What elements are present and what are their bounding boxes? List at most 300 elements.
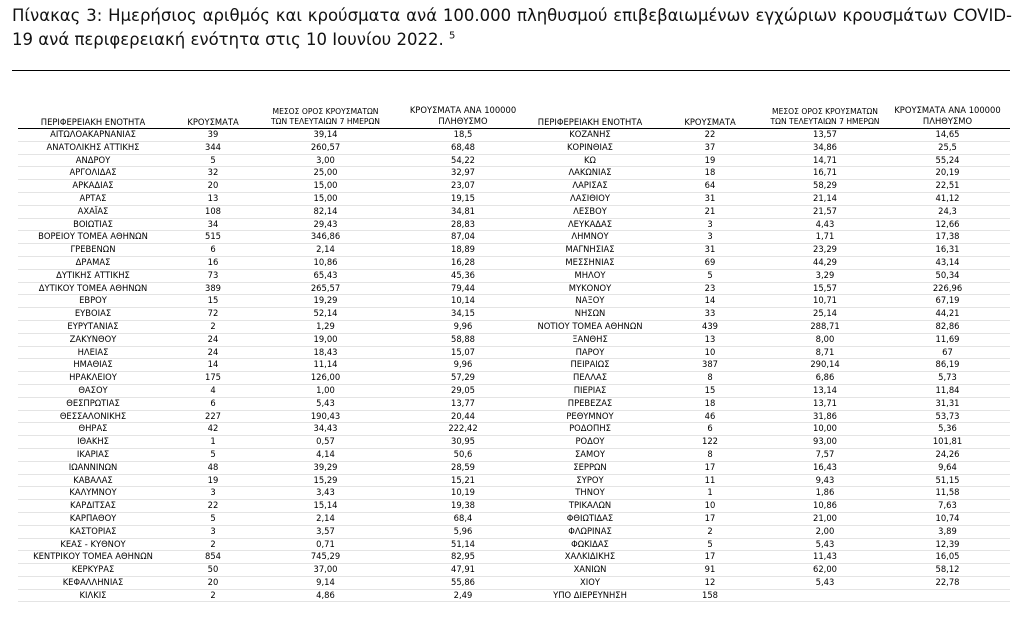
cell-cases: 37 <box>704 141 716 152</box>
table-row <box>520 539 1010 552</box>
table-row <box>18 257 520 270</box>
cell-7day-average: 260,57 <box>310 141 341 152</box>
table-row <box>18 359 520 372</box>
cell-per-100k: 29,05 <box>451 384 475 395</box>
cell-per-100k: 51,14 <box>451 538 475 549</box>
table-body-left <box>18 129 520 602</box>
cell-per-100k: 58,12 <box>935 564 960 575</box>
cell-region: ΣΑΜΟΥ <box>575 448 605 459</box>
table-row <box>18 385 520 398</box>
header-cases: ΚΡΟΥΣΜΑΤΑ <box>684 117 736 127</box>
table-row <box>520 436 1010 449</box>
table-row <box>18 513 520 526</box>
table-row <box>520 206 1010 219</box>
cell-cases: 1 <box>210 436 216 447</box>
cell-7day-average: 10,00 <box>813 423 837 434</box>
cell-region: ΝΗΣΩΝ <box>574 308 606 319</box>
cell-region: ΙΘΑΚΗΣ <box>77 436 109 447</box>
cell-7day-average: 3,43 <box>316 487 335 498</box>
cell-cases: 39 <box>207 129 219 139</box>
cell-region: ΑΧΑΪΑΣ <box>77 205 109 216</box>
cell-region: ΝΑΞΟΥ <box>575 295 605 306</box>
cell-region: ΜΗΛΟΥ <box>574 269 606 280</box>
cell-region: ΣΕΡΡΩΝ <box>573 461 607 472</box>
cell-region: ΗΛΕΙΑΣ <box>77 346 109 357</box>
cell-per-100k: 19,15 <box>451 192 475 203</box>
cell-per-100k: 20,44 <box>451 410 475 421</box>
table-row <box>520 231 1010 244</box>
cell-region: ΛΗΜΝΟΥ <box>571 231 609 242</box>
cell-per-100k: 47,91 <box>451 564 475 575</box>
cell-cases: 13 <box>207 192 219 203</box>
table-row <box>520 295 1010 308</box>
table-body-right <box>520 129 1010 602</box>
table-row <box>520 590 1010 603</box>
cell-7day-average: 8,00 <box>815 333 835 344</box>
table-row <box>18 590 520 603</box>
table-row <box>18 539 520 552</box>
cell-region: ΜΕΣΣΗΝΙΑΣ <box>565 256 615 267</box>
cell-region: ΡΟΔΟΥ <box>575 436 605 447</box>
table-row <box>520 347 1010 360</box>
cell-7day-average: 1,71 <box>815 231 835 242</box>
cell-7day-average: 346,86 <box>310 231 341 242</box>
cell-cases: 439 <box>702 320 718 331</box>
cell-per-100k: 24,3 <box>938 205 957 216</box>
cell-cases: 73 <box>207 269 219 280</box>
table-row <box>18 449 520 462</box>
cell-7day-average: 4,86 <box>316 589 335 600</box>
table-row <box>18 423 520 436</box>
table-row <box>18 219 520 232</box>
cell-region: ΑΡΓΟΛΙΔΑΣ <box>69 167 117 178</box>
cell-7day-average: 15,29 <box>313 474 338 485</box>
cell-per-100k: 50,34 <box>935 269 960 280</box>
caption-text: Πίνακας 3: Ημερήσιος αριθμός και κρούσματα ανά 100.000 πληθυσμού επιβεβαιωμένων εγχώριων κρουσμάτων COVID-19 ανά περιφερειακή ενότητα στις 10 Ιουνίου 2022. <box>12 6 1012 49</box>
cell-region: ΧΑΝΙΩΝ <box>573 564 607 575</box>
cell-per-100k: 101,81 <box>932 436 963 447</box>
cell-7day-average: 126,00 <box>310 372 341 383</box>
cell-per-100k: 55,86 <box>451 576 475 587</box>
cell-region: ΛΑΣΙΘΙΟΥ <box>570 192 610 203</box>
cell-region: ΘΑΣΟΥ <box>78 384 108 395</box>
cell-region: ΙΩΑΝΝΙΝΩΝ <box>68 461 118 472</box>
cell-region: ΚΕΡΚΥΡΑΣ <box>71 564 115 575</box>
cell-region: ΡΕΘΥΜΝΟΥ <box>566 410 614 421</box>
cell-region: ΔΥΤΙΚΟΥ ΤΟΜΕΑ ΑΘΗΝΩΝ <box>38 282 148 293</box>
cell-region: ΚΕΦΑΛΛΗΝΙΑΣ <box>62 576 124 587</box>
cell-per-100k: 18,5 <box>453 129 473 139</box>
cell-region: ΦΩΚΙΔΑΣ <box>571 538 609 549</box>
table-row <box>520 487 1010 500</box>
cell-cases: 24 <box>207 333 219 344</box>
cell-per-100k: 31,31 <box>935 397 960 408</box>
cell-per-100k: 12,66 <box>935 218 960 229</box>
table-row <box>18 231 520 244</box>
cell-cases: 3 <box>707 218 713 229</box>
cell-cases: 344 <box>205 141 221 152</box>
cell-cases: 19 <box>704 154 716 165</box>
cell-cases: 23 <box>704 282 716 293</box>
cell-region: ΛΕΥΚΑΔΑΣ <box>567 218 613 229</box>
cell-region: ΒΟΙΩΤΙΑΣ <box>73 218 113 229</box>
cell-per-100k: 32,97 <box>451 167 475 178</box>
table-row <box>18 206 520 219</box>
cell-region: ΛΕΣΒΟΥ <box>573 205 607 216</box>
cell-7day-average: 21,00 <box>813 512 837 523</box>
cell-region: ΠΡΕΒΕΖΑΣ <box>567 397 613 408</box>
cell-per-100k: 9,96 <box>453 359 473 370</box>
cell-7day-average: 39,29 <box>313 461 338 472</box>
cell-cases: 17 <box>704 512 716 523</box>
cell-region: ΒΟΡΕΙΟΥ ΤΟΜΕΑ ΑΘΗΝΩΝ <box>38 231 148 242</box>
cell-region: ΚΕΝΤΡΙΚΟΥ ΤΟΜΕΑ ΑΘΗΝΩΝ <box>33 551 153 562</box>
cell-7day-average: 15,14 <box>313 500 338 511</box>
cell-7day-average: 4,14 <box>316 448 335 459</box>
cell-cases: 5 <box>210 154 216 165</box>
table-header-row <box>520 100 1010 129</box>
cell-7day-average: 6,86 <box>815 372 835 383</box>
cell-7day-average: 82,14 <box>313 205 338 216</box>
cell-per-100k: 23,07 <box>451 180 475 191</box>
cell-cases: 69 <box>704 256 716 267</box>
cell-per-100k: 28,59 <box>451 461 475 472</box>
cell-cases: 64 <box>704 180 716 191</box>
cell-region: ΤΡΙΚΑΛΩΝ <box>568 500 612 511</box>
table-row <box>18 155 520 168</box>
cell-7day-average: 52,14 <box>313 308 338 319</box>
cell-cases: 31 <box>704 192 716 203</box>
table-row <box>18 270 520 283</box>
cell-cases: 13 <box>704 333 716 344</box>
cell-7day-average: 0,71 <box>316 538 335 549</box>
cell-7day-average: 18,43 <box>313 346 338 357</box>
table-row <box>18 321 520 334</box>
table-row <box>18 564 520 577</box>
cell-cases: 5 <box>210 512 216 523</box>
cell-cases: 2 <box>210 538 216 549</box>
cell-7day-average: 3,00 <box>316 154 335 165</box>
cell-7day-average: 21,14 <box>813 192 837 203</box>
cell-region: ΚΟΖΑΝΗΣ <box>569 129 611 139</box>
cell-region: ΑΡΚΑΔΙΑΣ <box>72 180 114 191</box>
cell-cases: 10 <box>704 500 716 511</box>
cell-per-100k: 51,15 <box>935 474 960 485</box>
cell-per-100k: 222,42 <box>448 423 478 434</box>
cell-region: ΕΒΡΟΥ <box>79 295 107 306</box>
cell-7day-average: 2,14 <box>316 512 335 523</box>
table-row <box>18 347 520 360</box>
cell-7day-average: 16,71 <box>813 167 837 178</box>
cell-per-100k: 30,95 <box>451 436 475 447</box>
cell-region: ΕΥΒΟΙΑΣ <box>74 308 112 319</box>
cell-cases: 5 <box>707 538 713 549</box>
cell-region: ΠΙΕΡΙΑΣ <box>573 384 607 395</box>
cell-cases: 108 <box>205 205 221 216</box>
cell-per-100k: 9,96 <box>453 320 473 331</box>
footnote-marker: 5 <box>448 30 456 42</box>
header-region: ΠΕΡΙΦΕΡΕΙΑΚΗ ΕΝΟΤΗΤΑ <box>40 117 146 127</box>
cell-cases: 6 <box>707 423 713 434</box>
header-cases: ΚΡΟΥΣΜΑΤΑ <box>187 117 239 127</box>
cell-per-100k: 44,21 <box>935 308 960 319</box>
cell-region: ΥΠΟ ΔΙΕΡΕΥΝΗΣΗ <box>553 589 627 600</box>
table-row <box>18 142 520 155</box>
cell-7day-average: 23,29 <box>813 244 837 255</box>
cell-cases: 12 <box>704 576 716 587</box>
cell-cases: 854 <box>205 551 221 562</box>
cell-cases: 34 <box>207 218 219 229</box>
cell-region: ΝΟΤΙΟΥ ΤΟΜΕΑ ΑΘΗΝΩΝ <box>537 320 643 331</box>
cell-region: ΖΑΚΥΝΘΟΥ <box>69 333 117 344</box>
cell-region: ΚΕΑΣ - ΚΥΘΝΟΥ <box>60 538 126 549</box>
cell-region: ΔΥΤΙΚΗΣ ΑΤΤΙΚΗΣ <box>56 269 130 280</box>
cell-7day-average: 265,57 <box>310 282 341 293</box>
cell-7day-average: 3,57 <box>316 525 335 536</box>
cell-region: ΚΟΡΙΝΘΙΑΣ <box>567 141 613 152</box>
table-row <box>18 475 520 488</box>
cell-7day-average: 62,00 <box>813 564 837 575</box>
cell-cases: 32 <box>207 167 219 178</box>
table-caption <box>12 4 1012 52</box>
cell-7day-average: 15,00 <box>313 192 338 203</box>
header-region: ΠΕΡΙΦΕΡΕΙΑΚΗ ΕΝΟΤΗΤΑ <box>537 117 643 127</box>
cell-per-100k: 10,19 <box>451 487 475 498</box>
cell-region: ΙΚΑΡΙΑΣ <box>76 448 110 459</box>
cell-cases: 21 <box>704 205 716 216</box>
cell-region: ΣΥΡΟΥ <box>576 474 604 485</box>
table-row <box>18 487 520 500</box>
cell-per-100k: 16,31 <box>935 244 960 255</box>
cell-7day-average: 37,00 <box>313 564 338 575</box>
cell-7day-average: 34,43 <box>313 423 338 434</box>
cell-per-100k: 15,21 <box>451 474 475 485</box>
table-row <box>18 526 520 539</box>
cell-per-100k: 68,4 <box>453 512 473 523</box>
cell-cases: 72 <box>207 308 219 319</box>
cell-region: ΑΝΑΤΟΛΙΚΗΣ ΑΤΤΙΚΗΣ <box>46 141 140 152</box>
cell-cases: 5 <box>707 269 713 280</box>
cell-per-100k: 82,86 <box>935 320 960 331</box>
cell-7day-average: 93,00 <box>813 436 837 447</box>
cell-region: ΘΕΣΣΑΛΟΝΙΚΗΣ <box>59 410 127 421</box>
cell-per-100k: 45,36 <box>451 269 475 280</box>
cell-cases: 122 <box>702 436 718 447</box>
caption-divider <box>12 70 1010 71</box>
table-row <box>18 295 520 308</box>
table-row <box>18 334 520 347</box>
header-per-100k: ΚΡΟΥΣΜΑΤΑ ΑΝΑ 100000 ΠΛΗΘΥΣΜΟ <box>409 105 517 126</box>
cell-per-100k: 34,81 <box>451 205 475 216</box>
cell-7day-average: 7,57 <box>815 448 835 459</box>
header-7day-average: ΜΕΣΟΣ ΟΡΟΣ ΚΡΟΥΣΜΑΤΩΝ ΤΩΝ ΤΕΛΕΥΤΑΙΩΝ 7 ΗΜΕΡΩΝ <box>770 107 880 126</box>
cell-region: ΜΑΓΝΗΣΙΑΣ <box>565 244 615 255</box>
table-row <box>520 129 1010 142</box>
cell-region: ΧΙΟΥ <box>580 576 600 587</box>
cell-region: ΑΝΔΡΟΥ <box>75 154 111 165</box>
table-row <box>18 551 520 564</box>
cell-cases: 18 <box>704 397 716 408</box>
cell-region: ΑΙΤΩΛΟΑΚΑΡΝΑΝΙΑΣ <box>50 129 136 139</box>
cell-cases: 14 <box>207 359 219 370</box>
cell-region: ΚΩ <box>584 154 596 165</box>
cell-7day-average: 5,43 <box>316 397 335 408</box>
cell-region: ΛΑΡΙΣΑΣ <box>572 180 608 191</box>
cell-region: ΛΑΚΩΝΙΑΣ <box>568 167 612 178</box>
table-row <box>520 308 1010 321</box>
cell-7day-average: 9,14 <box>316 576 335 587</box>
table-row <box>520 500 1010 513</box>
cell-cases: 389 <box>205 282 221 293</box>
table-row <box>18 372 520 385</box>
cell-cases: 6 <box>210 244 216 255</box>
cell-per-100k: 16,05 <box>935 551 960 562</box>
cell-cases: 17 <box>704 551 716 562</box>
cell-cases: 91 <box>704 564 716 575</box>
cell-7day-average: 13,57 <box>813 129 837 139</box>
cell-region: ΕΥΡΥΤΑΝΙΑΣ <box>67 320 119 331</box>
cell-7day-average: 15,57 <box>813 282 837 293</box>
table-row <box>520 257 1010 270</box>
cell-cases: 20 <box>207 180 219 191</box>
cell-cases: 18 <box>704 167 716 178</box>
cell-7day-average: 65,43 <box>313 269 338 280</box>
table-row <box>520 513 1010 526</box>
cell-7day-average: 19,00 <box>313 333 338 344</box>
cell-cases: 20 <box>207 576 219 587</box>
table-row <box>18 577 520 590</box>
cell-7day-average: 9,43 <box>815 474 835 485</box>
cell-per-100k: 13,77 <box>451 397 475 408</box>
cell-7day-average: 10,86 <box>813 500 837 511</box>
cell-7day-average: 16,43 <box>813 461 837 472</box>
cell-cases: 22 <box>704 129 716 139</box>
cell-per-100k: 87,04 <box>451 231 475 242</box>
cell-per-100k: 57,29 <box>451 372 475 383</box>
cell-per-100k: 2,49 <box>453 589 473 600</box>
cell-cases: 5 <box>210 448 216 459</box>
cell-7day-average: 190,43 <box>310 410 341 421</box>
cell-7day-average: 31,86 <box>813 410 837 421</box>
cell-cases: 2 <box>707 525 713 536</box>
table-row <box>520 321 1010 334</box>
cell-cases: 33 <box>704 308 716 319</box>
cell-7day-average: 58,29 <box>813 180 837 191</box>
cell-per-100k: 5,96 <box>453 525 473 536</box>
cell-per-100k: 5,36 <box>938 423 957 434</box>
cell-per-100k: 82,95 <box>451 551 475 562</box>
table-row <box>520 526 1010 539</box>
cell-7day-average: 0,57 <box>316 436 335 447</box>
table-row <box>520 577 1010 590</box>
cell-cases: 6 <box>210 397 216 408</box>
cell-per-100k: 14,65 <box>935 129 960 139</box>
cell-7day-average: 10,71 <box>813 295 837 306</box>
cell-region: ΗΡΑΚΛΕΙΟΥ <box>69 372 117 383</box>
cell-per-100k: 20,19 <box>935 167 960 178</box>
cell-per-100k: 54,22 <box>451 154 475 165</box>
cell-region: ΡΟΔΟΠΗΣ <box>569 423 611 434</box>
cell-region: ΞΑΝΘΗΣ <box>572 333 608 344</box>
table-row <box>520 142 1010 155</box>
cell-cases: 15 <box>207 295 219 306</box>
cell-cases: 2 <box>210 589 216 600</box>
cell-7day-average: 2,14 <box>316 244 335 255</box>
cell-cases: 8 <box>707 372 713 383</box>
cell-cases: 175 <box>205 372 221 383</box>
cell-7day-average: 5,43 <box>815 538 835 549</box>
cell-region: ΠΕΛΛΑΣ <box>572 372 608 383</box>
cell-7day-average: 1,29 <box>316 320 335 331</box>
table-row <box>18 436 520 449</box>
cell-region: ΑΡΤΑΣ <box>79 192 107 203</box>
table-row <box>520 462 1010 475</box>
table-row <box>18 398 520 411</box>
cell-per-100k: 53,73 <box>935 410 960 421</box>
cell-cases: 17 <box>704 461 716 472</box>
cell-cases: 8 <box>707 448 713 459</box>
table-row <box>520 385 1010 398</box>
cell-per-100k: 19,38 <box>451 500 475 511</box>
cell-cases: 50 <box>207 564 219 575</box>
cell-per-100k: 11,84 <box>935 384 960 395</box>
cell-per-100k: 55,24 <box>935 154 960 165</box>
table-row <box>520 372 1010 385</box>
cell-per-100k: 24,26 <box>935 448 960 459</box>
cell-region: ΧΑΛΚΙΔΙΚΗΣ <box>564 551 616 562</box>
cell-cases: 1 <box>707 487 713 498</box>
cell-per-100k: 67,19 <box>935 295 960 306</box>
cell-region: ΚΑΣΤΟΡΙΑΣ <box>69 525 117 536</box>
cell-per-100k: 7,63 <box>938 500 957 511</box>
cell-cases: 22 <box>207 500 219 511</box>
cell-per-100k: 28,83 <box>451 218 475 229</box>
table-row <box>18 308 520 321</box>
cell-region: ΘΕΣΠΡΩΤΙΑΣ <box>66 397 120 408</box>
cell-cases: 31 <box>704 244 716 255</box>
cell-cases: 3 <box>707 231 713 242</box>
cell-per-100k: 68,48 <box>451 141 475 152</box>
table-row <box>520 411 1010 424</box>
cell-7day-average: 1,86 <box>815 487 835 498</box>
cell-7day-average: 13,71 <box>813 397 837 408</box>
cell-per-100k: 226,96 <box>932 282 963 293</box>
cell-cases: 3 <box>210 525 216 536</box>
cell-region: ΘΗΡΑΣ <box>78 423 108 434</box>
table-row <box>520 244 1010 257</box>
cell-7day-average: 11,43 <box>813 551 837 562</box>
cell-7day-average: 290,14 <box>810 359 840 370</box>
cell-7day-average: 34,86 <box>813 141 837 152</box>
table-row <box>520 359 1010 372</box>
cell-per-100k: 22,51 <box>935 180 960 191</box>
cell-per-100k: 50,6 <box>453 448 473 459</box>
cell-7day-average: 39,14 <box>313 129 338 139</box>
table-row <box>520 270 1010 283</box>
cell-region: ΚΙΛΚΙΣ <box>79 589 107 600</box>
table-row <box>520 219 1010 232</box>
cell-per-100k: 11,58 <box>935 487 960 498</box>
cell-cases: 227 <box>205 410 221 421</box>
table-row <box>520 193 1010 206</box>
cell-per-100k: 12,39 <box>935 538 960 549</box>
table-row <box>520 283 1010 296</box>
table-row <box>18 283 520 296</box>
table-row <box>520 398 1010 411</box>
cell-per-100k: 41,12 <box>935 192 960 203</box>
cell-region: ΠΕΙΡΑΙΩΣ <box>570 359 610 370</box>
cell-7day-average: 13,14 <box>813 384 837 395</box>
